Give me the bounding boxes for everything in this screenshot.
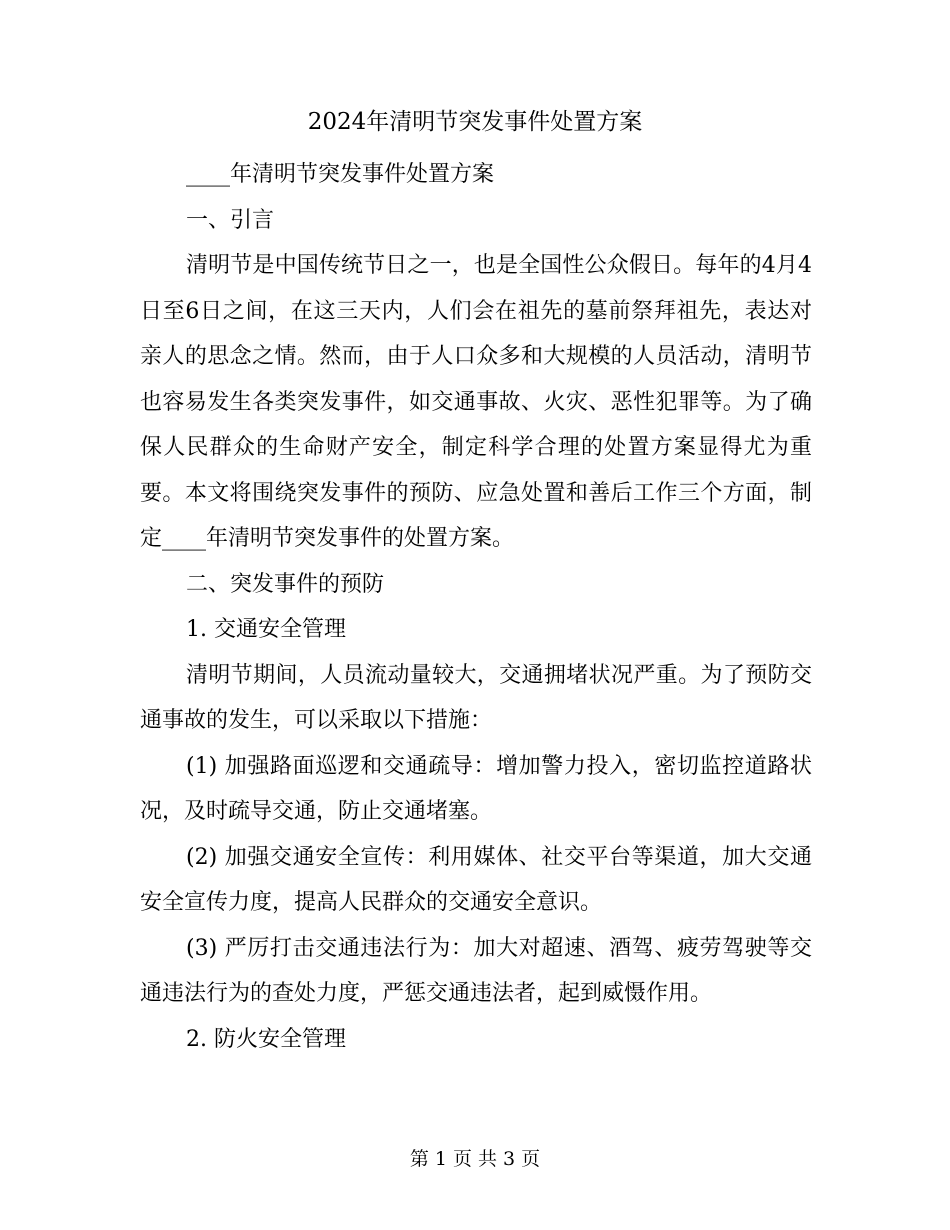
section-heading-prevention: 二、突发事件的预防 <box>186 571 385 597</box>
subheading-fire-safety: 2. 防火安全管理 <box>186 1026 346 1052</box>
measure-1-paragraph: (1) 加强路面巡逻和交通疏导：增加警力投入，密切监控道路状况，及时疏导交通，防止交通堵塞。 <box>140 753 812 824</box>
measure-3-paragraph: (3) 严厉打击交通违法行为：加大对超速、酒驾、疲劳驾驶等交通违法行为的查处力度，严惩交通违法者，起到威慑作用。 <box>140 935 812 1006</box>
document-body <box>140 152 812 1062</box>
measure-2-paragraph: (2) 加强交通安全宣传：利用媒体、社交平台等渠道，加大交通安全宣传力度，提高人民群众的交通安全意识。 <box>140 844 812 915</box>
introduction-paragraph: 清明节是中国传统节日之一，也是全国性公众假日。每年的4月4日至6日之间，在这三天内，人们会在祖先的墓前祭拜祖先，表达对亲人的思念之情。然而，由于人口众多和大规模的人员活动，清明节也容易发生各类突发事件，如交通事故、火灾、恶性犯罪等。为了确保人民群众的生命财产安全，制定科学合理的处置方案显得尤为重要。本文将围绕突发事件的预防、应急处置和善后工作三个方面，制定____年清明节突发事件的处置方案。 <box>140 253 812 551</box>
section-heading-introduction: 一、引言 <box>186 207 275 233</box>
subtitle-paragraph: ____年清明节突发事件处置方案 <box>186 162 495 187</box>
traffic-intro-paragraph: 清明节期间，人员流动量较大，交通拥堵状况严重。为了预防交通事故的发生，可以采取以下措施： <box>140 662 812 733</box>
document-title: 2024年清明节突发事件处置方案 <box>307 109 643 135</box>
subheading-traffic-safety: 1. 交通安全管理 <box>186 617 346 642</box>
page-footer: 第 1 页 共 3 页 <box>409 1148 541 1170</box>
